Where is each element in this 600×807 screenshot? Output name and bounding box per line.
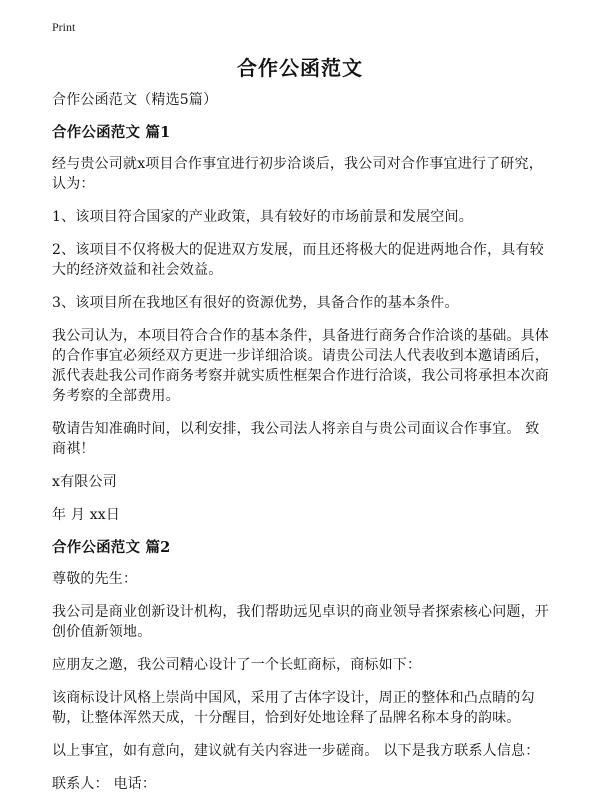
section2-para-3: 该商标设计风格上崇尚中国风，采用了古体字设计，周正的整体和凸点睛的勾勒，让整体浑然天成，十分醒目，恰到好处地诠释了品牌名称本身的韵味。 bbox=[52, 690, 535, 726]
section1-signature: x有限公司 bbox=[52, 474, 117, 490]
document-body bbox=[52, 90, 552, 807]
section2-para-4: 以上事宜，如有意向，建议就有关内容进一步磋商。 以下是我方联系人信息： bbox=[52, 743, 540, 759]
section2-greeting: 尊敬的先生： bbox=[52, 571, 138, 587]
section1-intro: 经与贵公司就x项目合作事宜进行初步洽谈后，我公司对合作事宜进行了研究，认为： bbox=[52, 156, 543, 192]
section1-point-1: 1、该项目符合国家的产业政策，具有较好的市场前景和发展空间。 bbox=[52, 209, 473, 225]
section2-para-2: 应朋友之邀，我公司精心设计了一个长虹商标，商标如下： bbox=[52, 657, 422, 673]
section1-point-3: 3、该项目所在我地区有很好的资源优势，具备合作的基本条件。 bbox=[52, 295, 459, 311]
section-heading-1: 合作公函范文 篇1 bbox=[52, 124, 171, 141]
document-subtitle: 合作公函范文（精选5篇） bbox=[52, 92, 218, 108]
section2-contact: 联系人： 电话： bbox=[52, 776, 157, 792]
section2-para-1: 我公司是商业创新设计机构，我们帮助远见卓识的商业领导者探索核心问题，开创价值新领地。 bbox=[52, 604, 549, 640]
page-title: 合作公函范文 bbox=[237, 56, 363, 80]
section-heading-2: 合作公函范文 篇2 bbox=[52, 539, 171, 556]
section1-body: 我公司认为，本项目符合合作的基本条件，具备进行商务合作洽谈的基础。具体的合作事宜必须经双方更进一步详细洽谈。请贵公司法人代表收到本邀请函后，派代表赴我公司作商务考察并就实质性框架合作进行洽谈，我公司将承担本次商务考察的全部费用。 bbox=[52, 328, 549, 404]
section1-closing: 敬请告知准确时间，以利安排，我公司法人将亲自与贵公司面议合作事宜。 致 商祺！ bbox=[52, 421, 540, 457]
print-link[interactable]: Print bbox=[52, 20, 76, 34]
section1-date: 年 月 xx日 bbox=[52, 507, 121, 523]
section1-point-2: 2、该项目不仅将极大的促进双方发展，而且还将极大的促进两地合作，具有较大的经济效益和社会效益。 bbox=[52, 242, 544, 278]
